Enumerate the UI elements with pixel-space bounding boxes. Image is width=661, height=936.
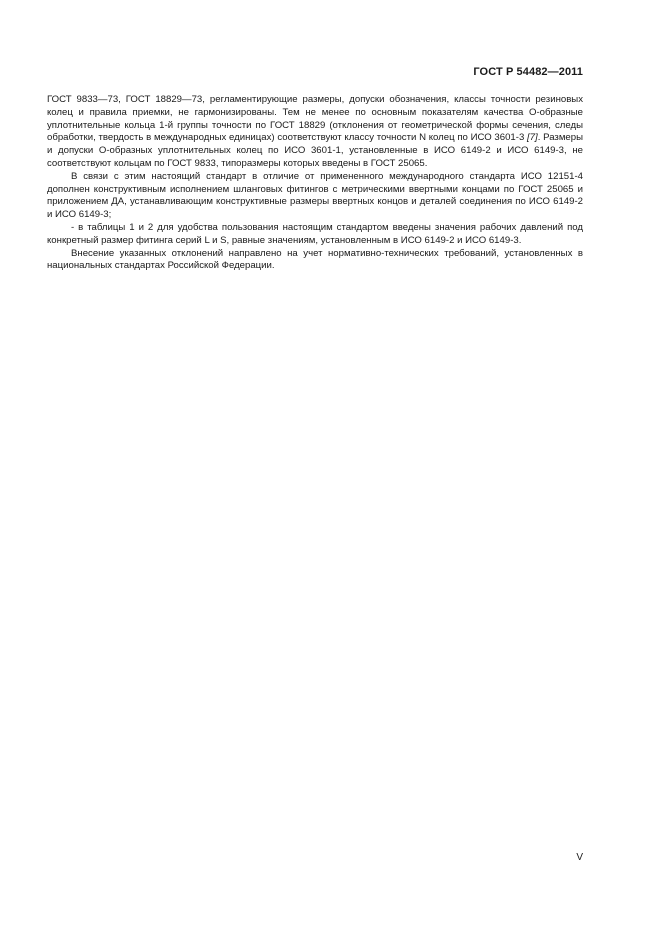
document-header-id: ГОСТ Р 54482—2011 xyxy=(473,66,583,78)
page-body xyxy=(47,94,583,273)
paragraph-1-text: ГОСТ 9833—73, ГОСТ 18829—73, регламентирующие размеры, допуски обозначения, классы точности резиновых колец и правила приемки, не гармонизированы. Тем не менее по основным показателям качества О-образные уплотнительные кольца 1-й группы точности по ГОСТ 18829 (отклонения от геометрической формы сечения, следы обработки, твердость в международных единицах) соответствуют классу точности N колец по ИСО 3601-3 xyxy=(47,94,583,144)
paragraph-2: В связи с этим настоящий стандарт в отличие от примененного международного стандарта ИСО 12151-4 дополнен конструктивным исполнением шланговых фитингов с метрическими ввертными концами по ГОСТ 25065 и приложением ДА, устанавливающим конструктивные размеры ввертных концов и деталей соединения по ИСО 6149-2 и ИСО 6149-3; xyxy=(47,170,583,221)
reference-7: [7] xyxy=(527,132,538,144)
paragraph-1 xyxy=(47,94,583,171)
paragraph-4: Внесение указанных отклонений направлено на учет нормативно-технических требований, установленных в национальных стандартах Российской Федерации. xyxy=(47,247,583,272)
page-number: V xyxy=(576,852,583,863)
paragraph-1-text-end: . Размеры и допуски О-образных уплотнительных колец по ИСО 3601-1, установленные в ИСО 6149-2 и ИСО 6149-3, не соответствуют кольцам по ГОСТ 9833, типоразмеры которых введены в ГОСТ 25065. xyxy=(47,132,583,169)
paragraph-3: - в таблицы 1 и 2 для удобства пользования настоящим стандартом введены значения рабочих давлений под конкретный размер фитинга серий L и S, равные значениям, установленным в ИСО 6149-2 и ИСО 6149-3. xyxy=(47,221,583,246)
